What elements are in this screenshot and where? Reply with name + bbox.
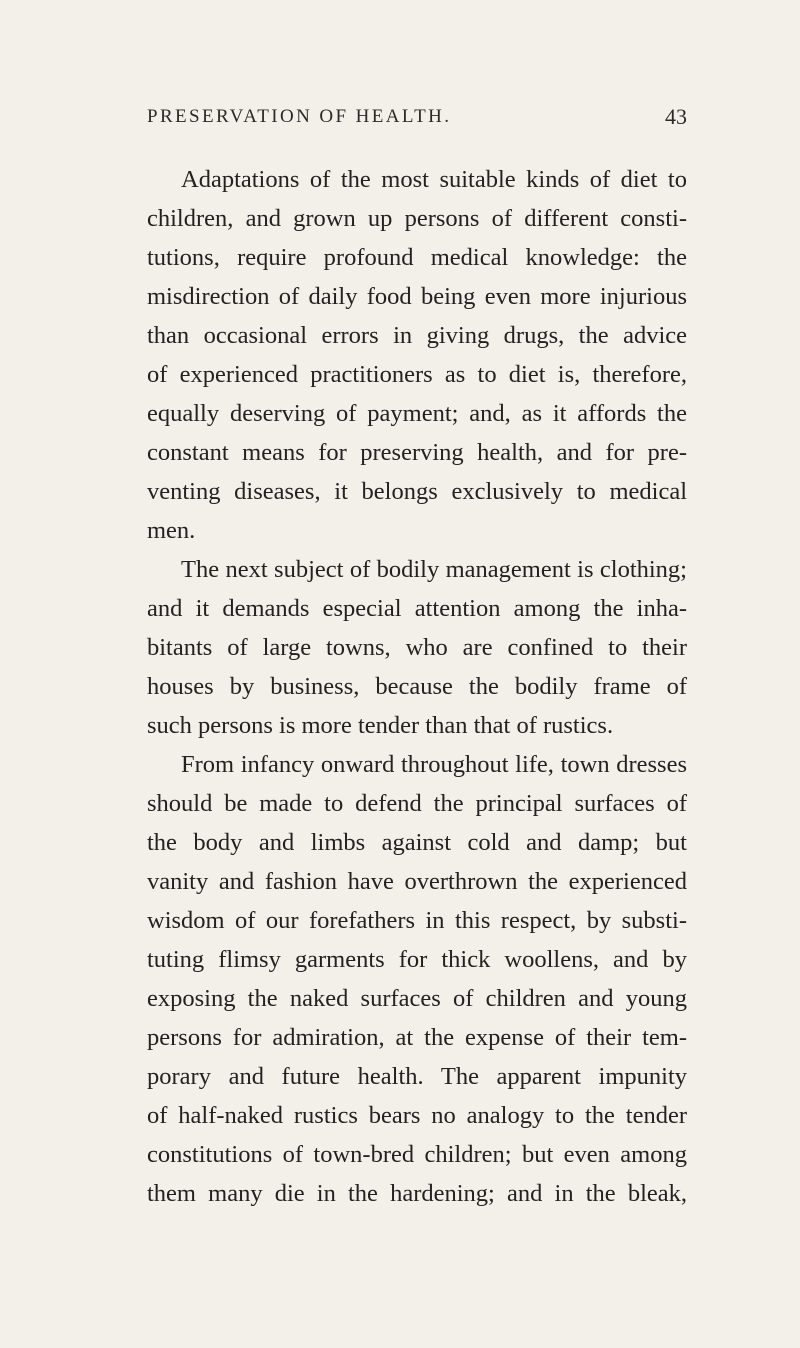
text-line: The next subject of bodily management is clothing; (181, 556, 687, 583)
text-line: men. (147, 517, 196, 544)
text-line: tutions, require profound medical knowledge: the (147, 244, 687, 271)
text-line: of half-naked rustics bears no analogy to the tender (147, 1102, 687, 1129)
text-line: wisdom of our forefathers in this respect, by substi- (147, 907, 687, 934)
text-line: misdirection of daily food being even more injurious (147, 283, 687, 310)
text-line: persons for admiration, at the expense of their tem- (147, 1024, 687, 1051)
text-line: equally deserving of payment; and, as it affords the (147, 400, 687, 427)
text-line: should be made to defend the principal surfaces of (147, 790, 687, 817)
text-line: porary and future health. The apparent impunity (147, 1063, 687, 1090)
text-line: constant means for preserving health, and for pre- (147, 439, 687, 466)
running-title: PRESERVATION OF HEALTH. (147, 106, 452, 127)
text-line: vanity and fashion have overthrown the experienced (147, 868, 687, 895)
text-line: and it demands especial attention among the inha- (147, 595, 687, 622)
text-line: houses by business, because the bodily frame of (147, 673, 687, 700)
running-head (147, 106, 687, 136)
text-line: such persons is more tender than that of rustics. (147, 712, 614, 739)
text-line: From infancy onward throughout life, town dresses (181, 751, 687, 778)
text-line: Adaptations of the most suitable kinds of diet to (181, 166, 687, 193)
text-line: exposing the naked surfaces of children and young (147, 985, 687, 1012)
text-line: them many die in the hardening; and in the bleak, (147, 1180, 687, 1207)
text-line: bitants of large towns, who are confined to their (147, 634, 687, 661)
text-line: constitutions of town-bred children; but even among (147, 1141, 687, 1168)
text-line: children, and grown up persons of different consti- (147, 205, 687, 232)
body-text (147, 160, 687, 1213)
page-number: 43 (665, 104, 687, 129)
text-line: of experienced practitioners as to diet is, therefore, (147, 361, 687, 388)
text-line: venting diseases, it belongs exclusively to medical (147, 478, 687, 505)
text-line: tuting flimsy garments for thick woollens, and by (147, 946, 687, 973)
text-line: the body and limbs against cold and damp; but (147, 829, 687, 856)
text-line: than occasional errors in giving drugs, the advice (147, 322, 687, 349)
